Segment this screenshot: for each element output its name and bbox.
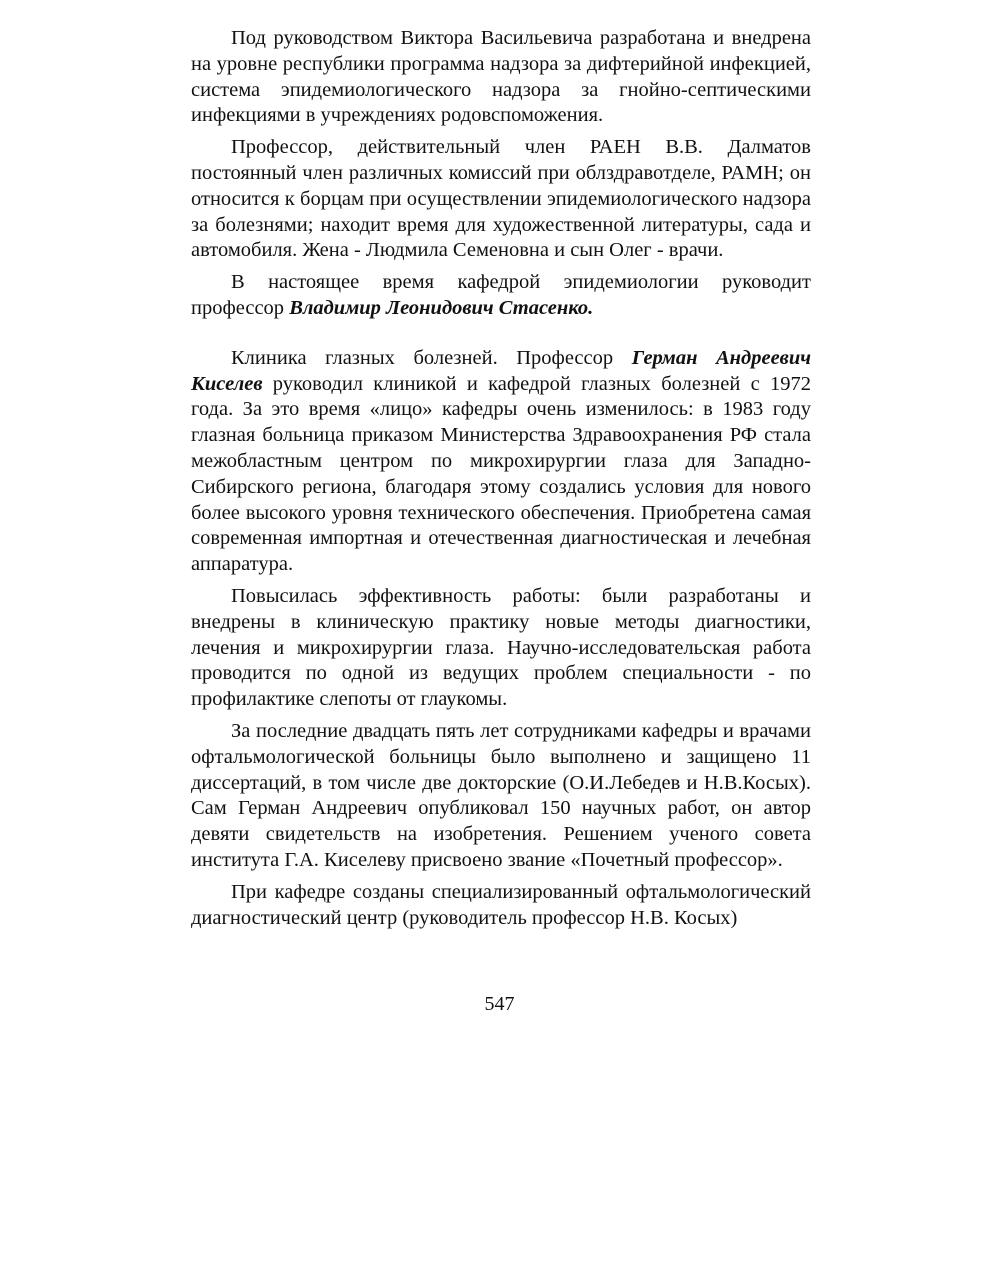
paragraph-dissertations: За последние двадцать пять лет сотрудниками кафедры и врачами офтальмологической больницы было выполнено и защищено 11 диссертаций, в том числе две докторские (О.И.Лебедев и Н.В.Косых). Сам Герман Андреевич опубликовал 150 научных работ, он автор девяти свидетельств на изобретения. Решением ученого совета института Г.А. Киселеву присвоено звание «Почетный профессор». bbox=[191, 719, 811, 871]
paragraph-diagnostic-center: При кафедре созданы специализированный офтальмологический диагностический центр (руководитель профессор Н.В. Косых) bbox=[191, 880, 811, 929]
current-head-name: Владимир Леонидович Стасенко. bbox=[289, 296, 594, 319]
paragraph-efficiency: Повысилась эффективность работы: были разработаны и внедрены в клиническую практику новые методы диагностики, лечения и микрохирургии глаза. Научно-исследовательская работа проводится по одной из ведущих проблем специальности - по профилактике слепоты от глаукомы. bbox=[191, 584, 811, 711]
paragraph-current-head bbox=[191, 270, 811, 322]
page-body bbox=[191, 26, 811, 931]
eye-clinic-intro: Клиника глазных болезней. Профессор bbox=[231, 346, 632, 369]
current-head-intro: В настоящее время кафедрой эпидемиологии руководит профессор bbox=[191, 271, 811, 319]
page-number: 547 bbox=[484, 993, 515, 1015]
paragraph-professor-dalmatov: Профессор, действительный член РАЕН В.В. Далматов постоянный член различных комиссий при облздравотделе, РАМН; он относится к борцам при осуществлении эпидемиологического надзора за болезнями; находит время для художественной литературы, сада и автомобиля. Жена - Людмила Семеновна и сын Олег - врачи. bbox=[191, 136, 811, 262]
paragraph-program-supervision: Под руководством Виктора Васильевича разработана и внедрена на уровне республики программа надзора за дифтерийной инфекцией, система эпидемиологического надзора за гнойно-септическими инфекциями в учреждениях родовспоможения. bbox=[191, 27, 811, 127]
paragraph-eye-clinic bbox=[191, 346, 811, 578]
eye-clinic-body: руководил клиникой и кафедрой глазных болезней с 1972 года. За это время «лицо» кафедры очень изменилось: в 1983 году глазная больница приказом Министерства Здравоохранения РФ стала межобластным центром по микрохирургии глаза для Западно-Сибирского региона, благодаря этому создались условия для нового более высокого уровня технического обеспечения. Приобретена самая современная импортная и отечественная диагностическая и лечебная аппаратура. bbox=[191, 372, 811, 576]
section-gap bbox=[191, 322, 811, 346]
professor-kiselev-name: Герман Андреевич Киселев bbox=[191, 346, 811, 395]
